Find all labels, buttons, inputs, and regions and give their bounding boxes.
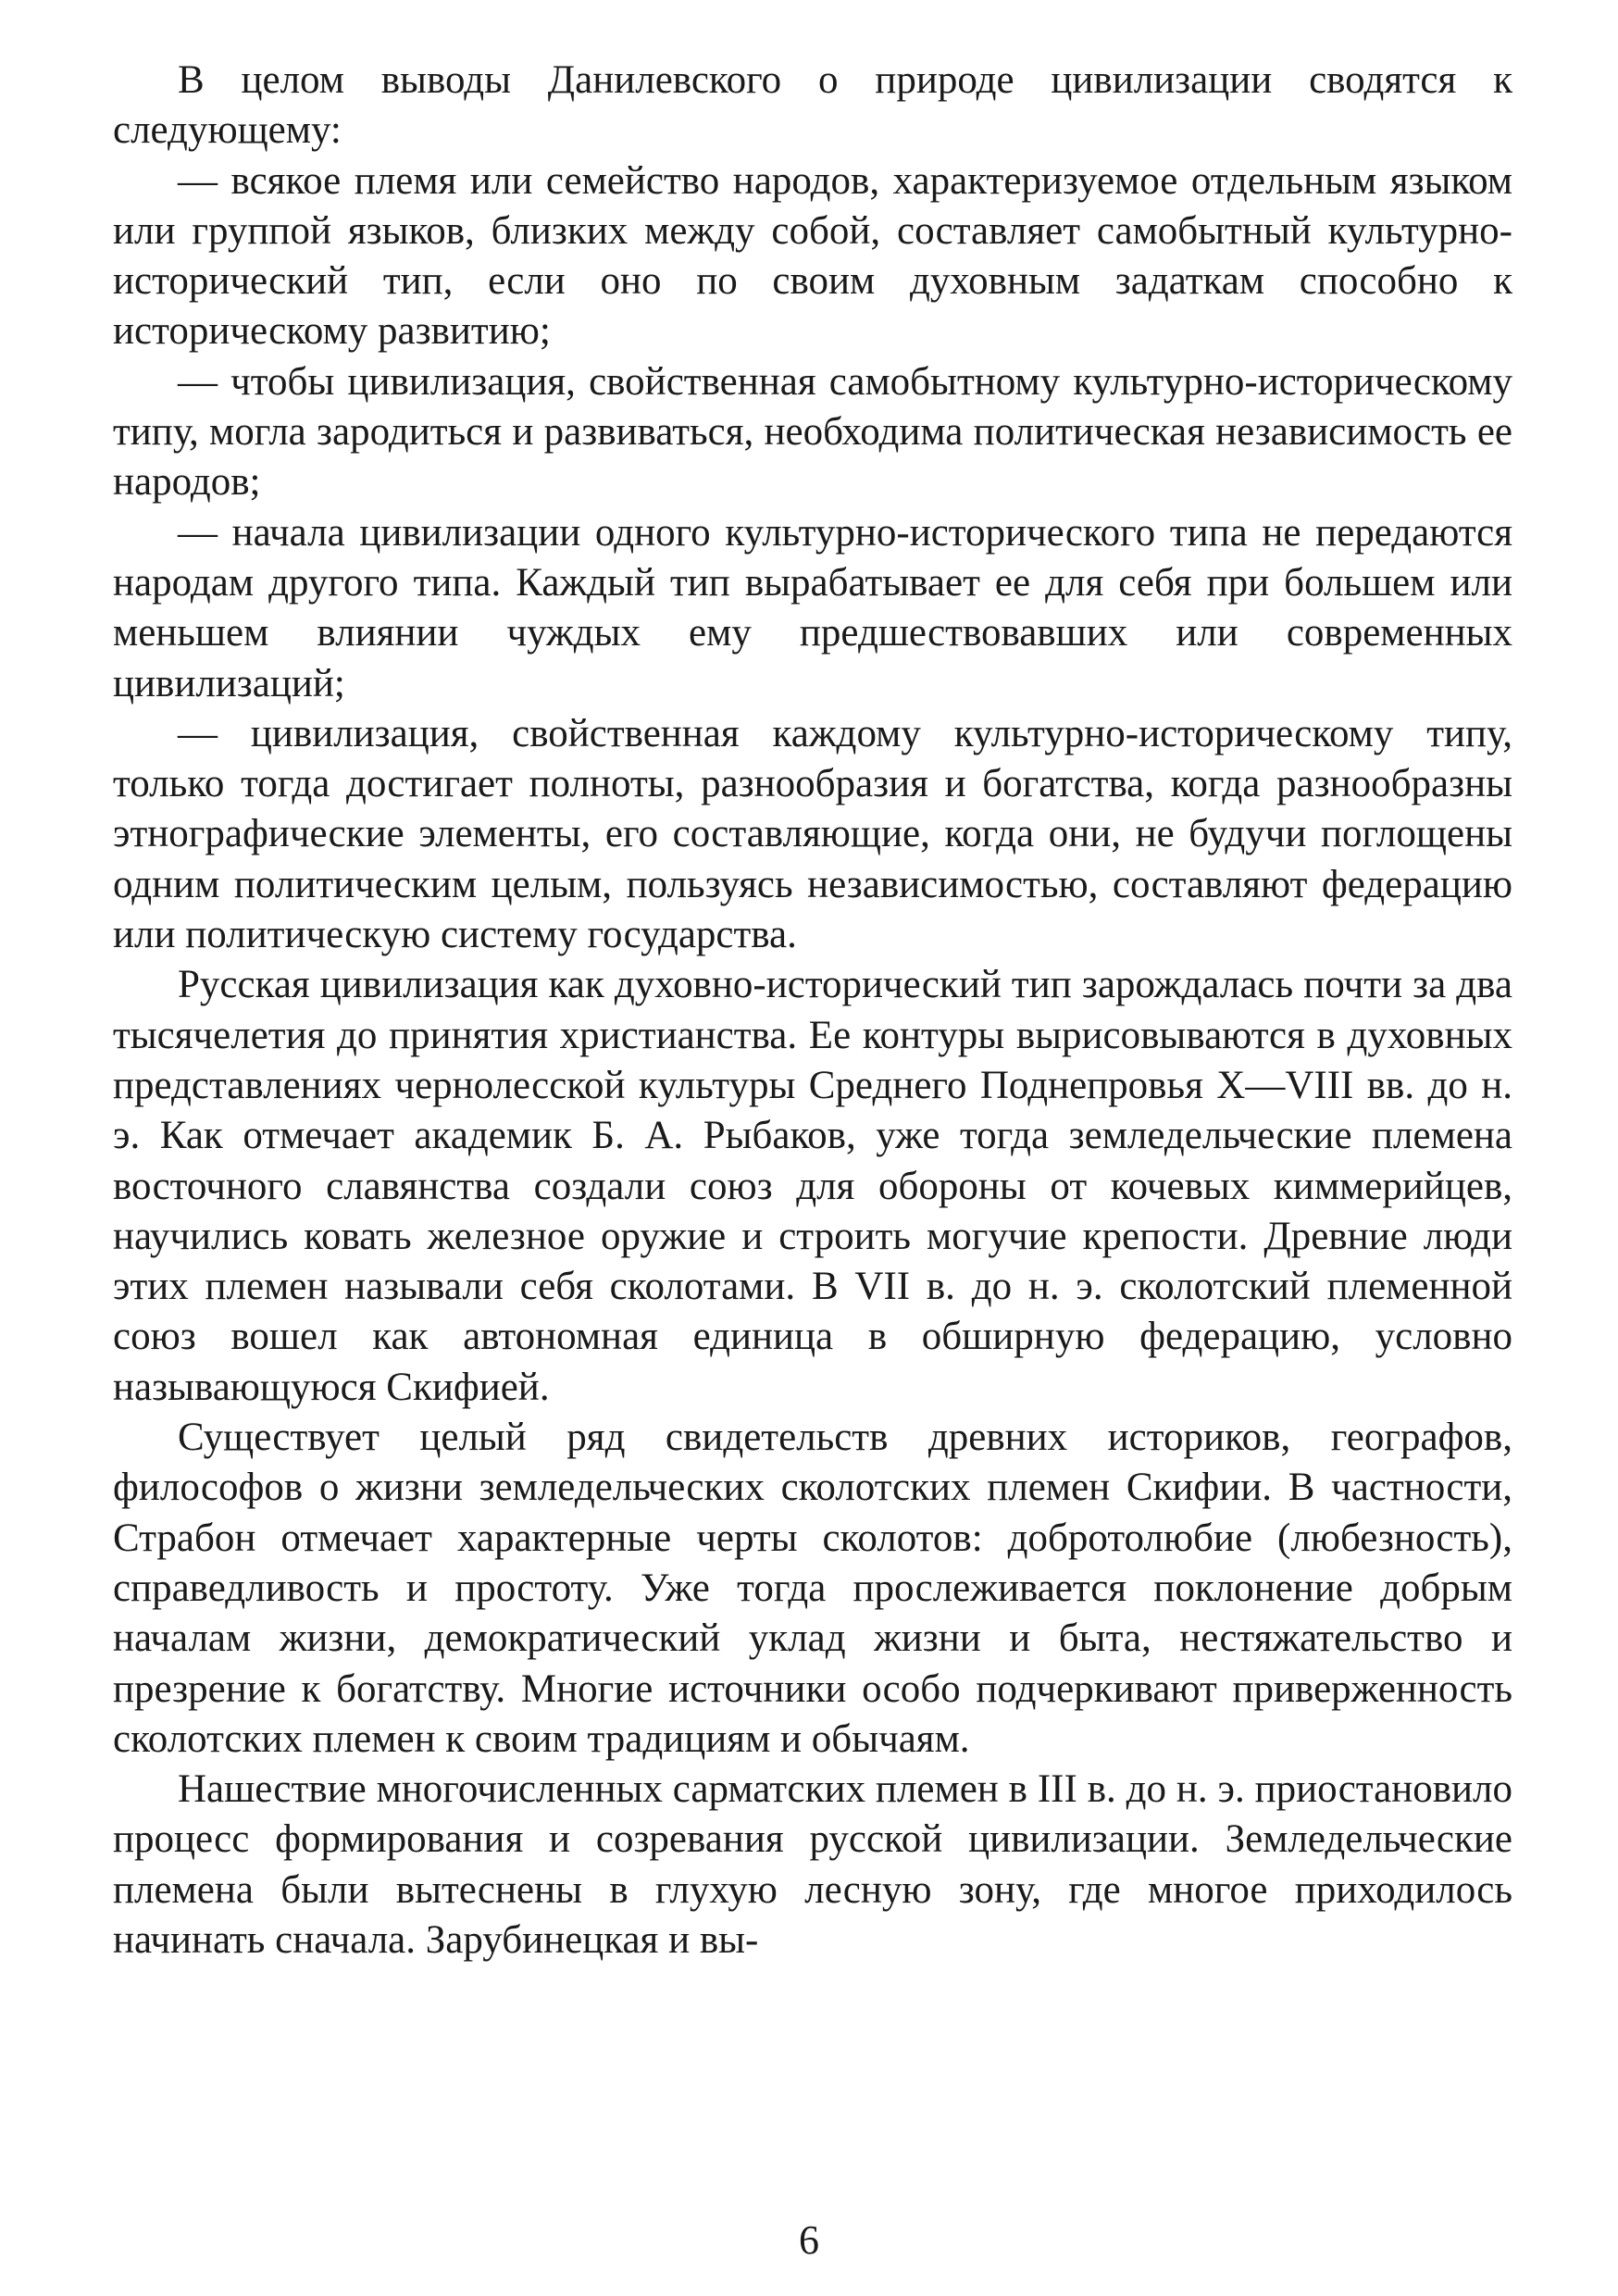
paragraph-intro: В целом выводы Данилевского о природе цивилизации сводятся к следующему: [113, 58, 1512, 153]
paragraph-point-4: — цивилизация, свойственная каждому культурно-историческому типу, только тогда достигает полноты, разнообразия и богатства, когда разнообразны этнографические элементы, его составляющие, когда они, не будучи поглощены одним политическим целым, пользуясь независимостью, составляют федерацию или политическую систему государства. [113, 711, 1512, 957]
document-page [113, 56, 1512, 1965]
page-number: 6 [799, 2217, 819, 2263]
paragraph-point-1: — всякое племя или семейство народов, характеризуемое отдельным языком или группой языков, близких между собой, составляет самобытный культурно-исторический тип, если оно по своим духовным задаткам способно к историческому развитию; [113, 158, 1512, 354]
paragraph-point-2: — чтобы цивилизация, свойственная самобытному культурно-историческому типу, могла зародиться и развиваться, необходима политическая независимость ее народов; [113, 359, 1512, 505]
paragraph-point-3: — начала цивилизации одного культурно-исторического типа не передаются народам другого типа. Каждый тип вырабатывает ее для себя при большем или меньшем влиянии чуждых ему предшествовавших или современных цивилизаций; [113, 510, 1512, 705]
paragraph-invasion: Нашествие многочисленных сарматских племен в III в. до н. э. приостановило процесс формирования и созревания русской цивилизации. Земледельческие племена были вытеснены в глухую лесную зону, где многое приходилось начинать сначала. Зарубинецкая и вы- [113, 1767, 1512, 1962]
paragraph-russian-civilization: Русская цивилизация как духовно-исторический тип зарождалась почти за два тысячелетия до принятия христианства. Ее контуры вырисовываются в духовных представлениях чернолесской культуры Среднего Поднепровья X—VIII вв. до н. э. Как отмечает академик Б. А. Рыбаков, уже тогда земледельческие племена восточного славянства создали союз для обороны от кочевых киммерийцев, научились ковать железное оружие и строить могучие крепости. Древние люди этих племен называли себя сколотами. В VII в. до н. э. сколотский племенной союз вошел как автономная единица в обширную федерацию, условно называющуюся Скифией. [113, 963, 1512, 1409]
paragraph-evidence: Существует целый ряд свидетельств древних историков, географов, философов о жизни земледельческих сколотских племен Скифии. В частности, Страбон отмечает характерные черты сколотов: добротолюбие (любезность), справедливость и простоту. Уже тогда прослеживается поклонение добрым началам жизни, демократический уклад жизни и быта, нестяжательство и презрение к богатству. Многие источники особо подчеркивают приверженность сколотских племен к своим традициям и обычаям. [113, 1416, 1512, 1761]
